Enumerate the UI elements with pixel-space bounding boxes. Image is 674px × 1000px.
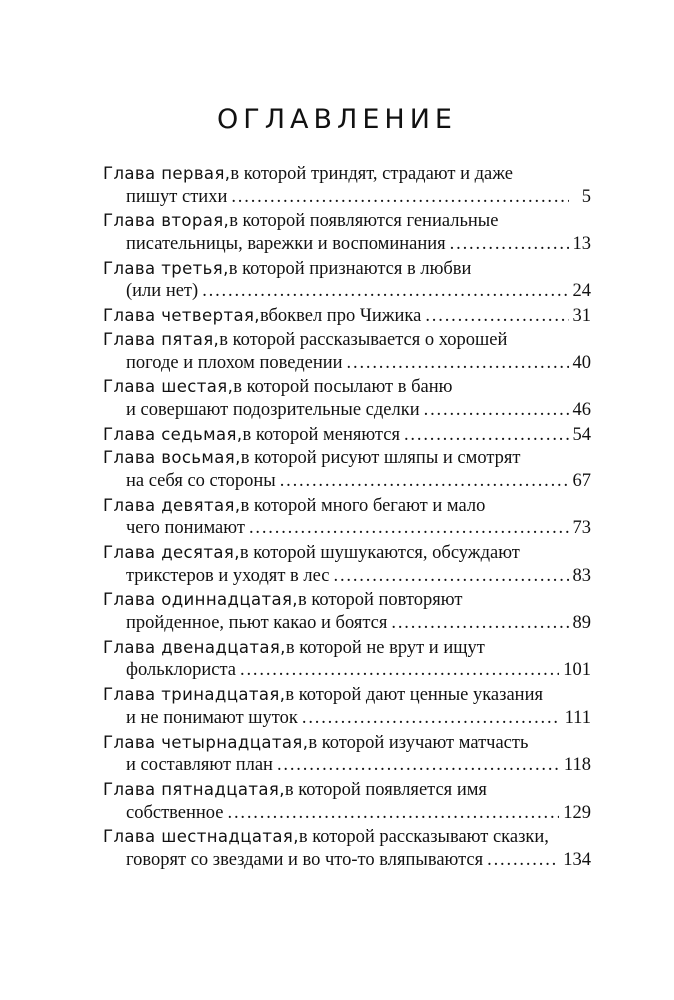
toc-entry [103,162,591,209]
chapter-heading: Глава двенадцатая, [103,637,286,657]
page-number: 134 [563,849,591,870]
page-number: 111 [564,707,591,728]
chapter-description: в которой изучают матчасть [308,732,529,753]
chapter-heading: Глава вторая, [103,211,230,231]
dot-leader [249,517,569,541]
chapter-heading: Глава десятая, [103,543,240,562]
chapter-description-cont: погоде и плохом поведении [126,352,343,373]
dot-leader [450,233,569,257]
dot-leader [404,424,569,448]
page-number: 31 [572,306,591,327]
chapter-description: в которой появляется имя [284,779,487,800]
toc-entry [103,683,591,730]
toc-entry [103,825,591,872]
chapter-description: в которой рассказывают сказки, [298,827,549,848]
toc-entry [103,257,591,304]
toc-entry [103,731,591,778]
chapter-description-cont: (или нет) [126,281,199,302]
page-number: 54 [572,424,591,445]
dot-leader [424,399,569,423]
chapter-heading: Глава тринадцатая, [103,685,286,705]
chapter-heading: Глава третья, [103,258,229,278]
page-title: ОГЛАВЛЕНИЕ [217,104,457,135]
page-number: 5 [581,186,591,207]
chapter-description: вбоквел про Чижика [259,306,422,327]
table-of-contents [103,162,591,873]
chapter-description-cont: собственное [126,802,224,823]
page-number: 118 [563,755,591,776]
chapter-heading: Глава девятая, [103,495,241,515]
chapter-description: в которой посылают в баню [233,377,453,398]
chapter-description-cont: трикстеров и уходят в лес [126,565,330,586]
chapter-heading: Глава четырнадцатая, [103,732,309,752]
toc-entry [103,636,591,683]
chapter-description: в которой рисуют шляпы и смотрят [240,448,521,469]
chapter-description: в которой триндят, страдают и даже [230,164,513,184]
toc-entry [103,541,591,588]
chapter-description-cont: и совершают подозрительные сделки [126,399,420,420]
chapter-heading: Глава шестая, [103,377,234,397]
chapter-description-cont: и не понимают шуток [126,707,298,728]
toc-entry [103,588,591,635]
dot-leader [277,754,560,778]
toc-entry [103,209,591,256]
toc-entry [103,423,591,447]
chapter-heading: Глава пятнадцатая, [103,779,285,799]
chapter-description: в которой много бегают и мало [240,495,486,516]
dot-leader [280,470,569,494]
dot-leader [425,305,568,329]
chapter-description: в которой повторяют [297,590,463,611]
chapter-heading: Глава восьмая, [103,448,241,468]
chapter-description-cont: говорят со звездами и во что-то вляпываются [126,849,484,870]
toc-entry [103,328,591,375]
dot-leader [334,565,569,589]
chapter-description: в которой не врут и ищут [285,637,485,658]
chapter-description: в которой шушукаются, обсуждают [239,543,520,563]
chapter-description: в которой признаются в любви [228,258,472,279]
dot-leader [302,707,561,731]
chapter-description-cont: фольклориста [126,660,237,681]
chapter-description-cont: писательницы, варежки и воспоминания [126,234,446,255]
chapter-description: в которой рассказывается о хорошей [219,329,508,350]
dot-leader [487,849,559,873]
dot-leader [202,280,568,304]
dot-leader [240,659,559,683]
chapter-description: в которой появляются гениальные [229,211,499,232]
chapter-description-cont: пишут стихи [126,186,228,207]
dot-leader [391,612,568,636]
page-number: 101 [563,660,591,681]
chapter-description-cont: пройденное, пьют какао и боятся [126,613,388,634]
page-number: 67 [572,470,591,491]
chapter-heading: Глава первая, [103,164,231,183]
chapter-description: в которой дают ценные указания [285,685,543,706]
dot-leader [231,186,569,210]
page-number: 73 [572,518,591,539]
page-number: 129 [563,802,591,823]
dot-leader [347,352,569,376]
toc-entry [103,446,591,493]
chapter-description: в которой меняются [242,424,400,445]
chapter-heading: Глава четвертая, [103,306,260,326]
toc-entry [103,375,591,422]
toc-entry [103,304,591,328]
chapter-description-cont: на себя со стороны [126,470,276,491]
toc-entry [103,494,591,541]
chapter-description-cont: чего понимают [126,518,245,539]
chapter-description-cont: и составляют план [126,755,273,776]
page-number: 89 [572,613,591,634]
page-number: 40 [572,352,591,373]
chapter-heading: Глава седьмая, [103,424,243,444]
page-number: 24 [572,281,591,302]
page-number: 83 [572,565,591,586]
chapter-heading: Глава одиннадцатая, [103,590,298,610]
dot-leader [228,802,560,826]
page-number: 46 [572,399,591,420]
toc-entry [103,778,591,825]
chapter-heading: Глава пятая, [103,329,220,349]
chapter-heading: Глава шестнадцатая, [103,827,299,847]
page-number: 13 [572,234,591,255]
